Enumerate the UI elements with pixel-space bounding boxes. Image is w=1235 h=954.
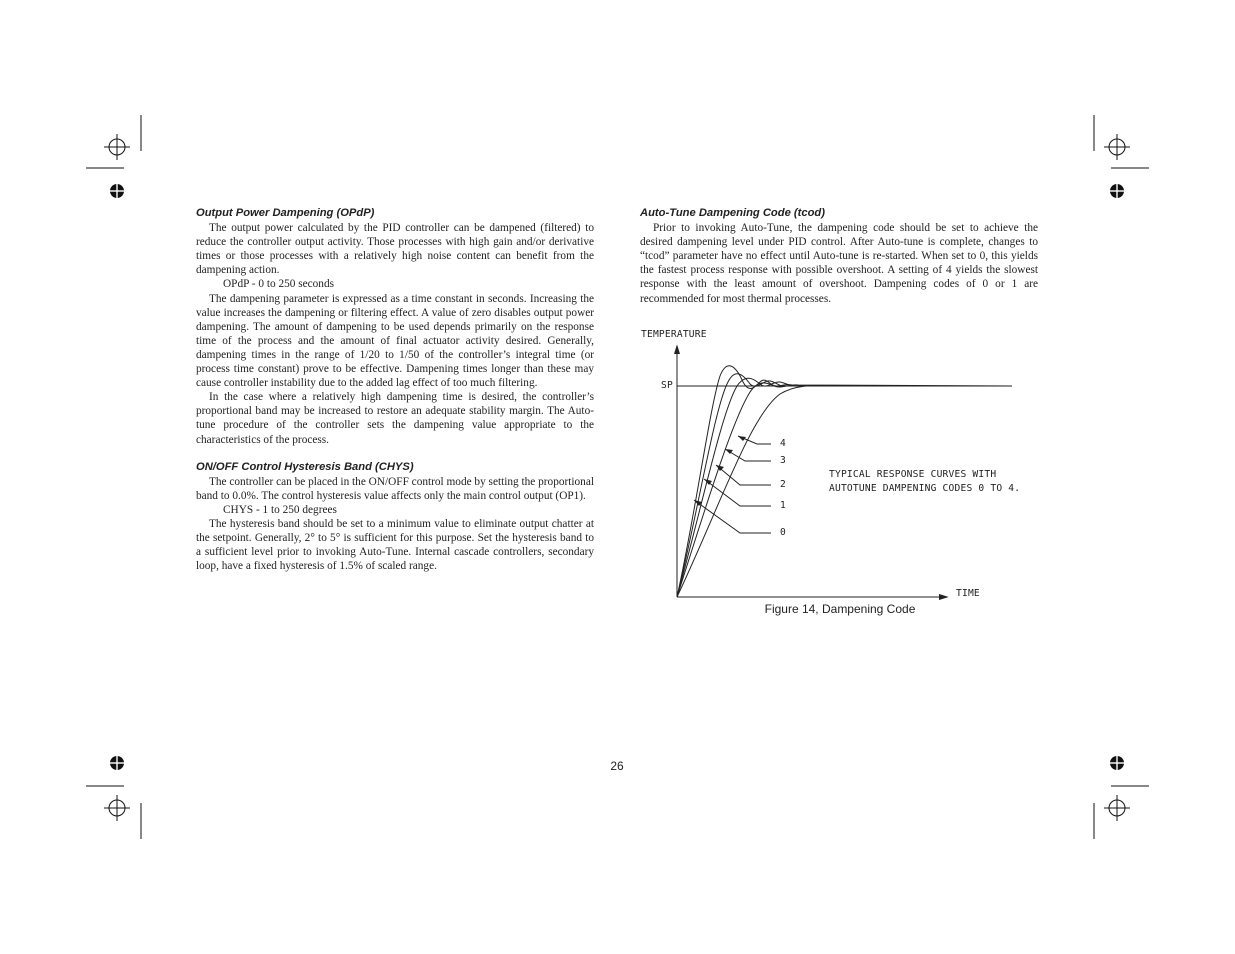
annotation-line-1: TYPICAL RESPONSE CURVES WITH bbox=[829, 469, 997, 480]
paragraph: The controller can be placed in the ON/OFF control mode by setting the proportional band to 0.0%. The control hysteresis value affects only the main control output (OP1). bbox=[196, 475, 594, 502]
parameter-range: OPdP - 0 to 250 seconds bbox=[223, 278, 334, 291]
section-heading-chys: ON/OFF Control Hysteresis Band (CHYS) bbox=[196, 460, 414, 473]
paragraph: The hysteresis band should be set to a minimum value to eliminate output chatter at the setpoint. Generally, 2° to 5° is sufficient for this purpose. Set the hysteresis band to a sufficient level prior to invoking Auto-Tune. Internal cascade controllers, secondary loop, have a fixed hysteresis of 1.5% of scaled range. bbox=[196, 517, 594, 573]
paragraph: The dampening parameter is expressed as a time constant in seconds. Increasing the value increases the dampening or filtering effect. A value of zero disables output power dampening. The amount of dampening to be used depends primarily on the response time of the process and the amount of final actuator activity desired. Generally, dampening times in the range of 1/20 to 1/50 of the controller’s integral time (or process time constant) prove to be effective. Dampening times longer than these may cause controller instability due to the added lag effect of too much filtering. bbox=[196, 292, 594, 390]
y-axis-label: TEMPERATURE bbox=[641, 329, 707, 340]
paragraph: In the case where a relatively high dampening time is desired, the controller’s proportional band may be increased to restore an adequate stability margin. The Auto-tune procedure of the controller sets the dampening value appropriate to the characteristics of the process. bbox=[196, 391, 594, 446]
curve-label-3: 3 bbox=[780, 455, 786, 466]
leader-line-2 bbox=[716, 465, 771, 485]
paragraph: Prior to invoking Auto-Tune, the dampening code should be set to achieve the desired dampening level under PID control. After Auto-tune is complete, changes to “tcod” parameter have no effect until Auto-tune is re-started. When set to 0, this yields the fastest process response with possible overshoot. A setting of 4 yields the slowest response with the least amount of overshoot. Dampening codes of 0 or 1 are recommended for most thermal processes. bbox=[640, 222, 1038, 305]
section-heading-tcod: Auto-Tune Dampening Code (tcod) bbox=[640, 207, 825, 219]
y-axis-arrow bbox=[675, 346, 680, 354]
x-axis-arrow bbox=[939, 595, 947, 600]
curve-label-2: 2 bbox=[780, 479, 786, 490]
setpoint-label: SP bbox=[661, 380, 673, 391]
figure-caption: Figure 14, Dampening Code bbox=[764, 602, 916, 616]
leader-line-0 bbox=[694, 500, 771, 533]
parameter-range: CHYS - 1 to 250 degrees bbox=[223, 503, 337, 516]
dampening-code-figure bbox=[640, 326, 1050, 621]
curve-label-0: 0 bbox=[780, 527, 786, 538]
section-heading-opdp: Output Power Dampening (OPdP) bbox=[196, 207, 375, 219]
response-curve-0 bbox=[677, 366, 1012, 597]
left-column bbox=[196, 206, 594, 573]
page-number: 26 bbox=[610, 759, 624, 773]
paragraph: The output power calculated by the PID controller can be dampened (filtered) to reduce the controller output activity. Those processes with high gain and/or derivative times or those processes with a relatively high noise content can benefit from the dampening action. bbox=[196, 222, 594, 277]
annotation-line-2: AUTOTUNE DAMPENING CODES 0 TO 4. bbox=[829, 483, 1021, 494]
curve-label-4: 4 bbox=[780, 438, 786, 449]
x-axis-label: TIME bbox=[956, 588, 980, 599]
curve-label-1: 1 bbox=[780, 500, 786, 511]
right-column bbox=[640, 206, 1038, 306]
